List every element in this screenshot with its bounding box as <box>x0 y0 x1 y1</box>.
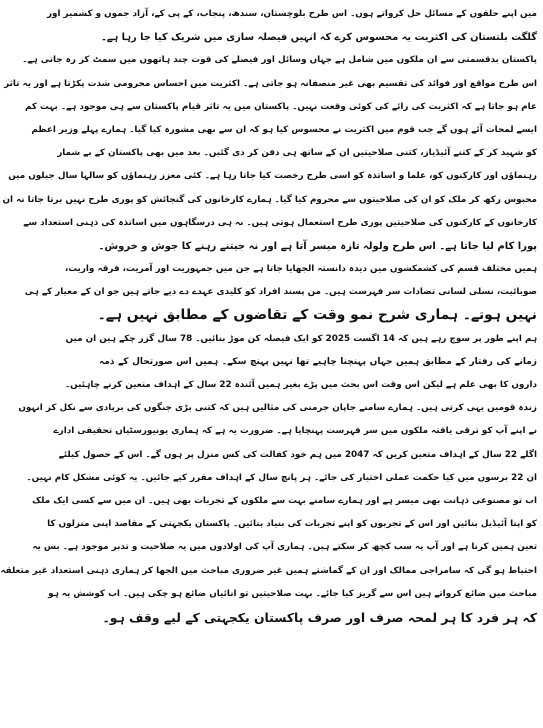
text-line: کو شہید کر کے کتنے آئیڈیاز، کتنی صلاحیتیں ان کے ساتھ ہی دفن کر دی گئیں۔ بعد میں بھی پاکستان کے بے شمار <box>57 148 537 159</box>
text-line: صوبائیت، نسلی لسانی تضادات سر فہرست ہیں۔ من پسند افراد کو کلیدی عہدے دے دیے جاتے ہیں جو ان کے معیار کے ہی <box>24 287 537 298</box>
text-line: ایسے لمحات آئے ہوں گے جب قوم میں اکثریت نے محسوس کیا ہو کہ ان سے بھی مشورہ کیا گیا۔ ہمارے پہلے وزیر اعظم <box>31 124 537 135</box>
text-line: نے اپنے آپ کو ترقی یافتہ ملکوں میں سر فہرست پہنچایا ہے۔ ضرورت یہ ہے کہ ہماری یونیورسٹیاں تحقیقی ادارے <box>53 426 537 437</box>
paragraph-4 <box>0 328 537 629</box>
text-line: کہ ہر فرد کا ہر لمحہ صرف اور صرف پاکستان یکجہتی کے لیے وقف ہو۔ <box>102 609 537 625</box>
text-line: گلگت بلتستان کی اکثریت یہ محسوس کرے کہ انہیں فیصلہ سازی میں شریک کیا جا رہا ہے۔ <box>100 32 537 44</box>
text-line: کارخانوں کے کارکنوں کی صلاحیتیں پوری طرح استعمال ہوتی ہیں۔ نہ ہی درسگاہوں میں اساتذہ کی ذہنی استعداد سے <box>23 217 537 228</box>
text-line: میں اپنے حلقوں کے مسائل حل کرواتے ہوں۔ اس طرح بلوچستان، سندھ، پنجاب، کے پی کے، آزاد جموں و کشمیر اور <box>46 9 537 19</box>
text-line: کو اپنا آئیڈیل بنائیں اور اس کے تجربوں کو اپنے تجربات کی بنیاد بنائیں۔ پاکستان یکجہتی کے مقاصد اپنی منزلوں کا <box>47 519 537 530</box>
text-line: اب تو مصنوعی ذہانت بھی میسر ہے اور ہمارے سامنے بہت سے ملکوں کے تجربات بھی ہیں۔ ان میں سے کسی ایک ملک <box>32 495 537 506</box>
paragraph-3 <box>24 258 537 328</box>
text-line: اس طرح مواقع اور فوائد کی تقسیم بھی غیر منصفانہ ہو جاتی ہے۔ اکثریت میں احساس محرومی شدت پکڑتا ہے اور یہ تاثر <box>4 78 537 89</box>
text-line: پاکستان بدقسمتی سے ان ملکوں میں شامل ہے جہاں وسائل اور فیصلے کی قوت چند ہاتھوں میں سمٹ کر رہ جاتی ہے۔ <box>22 55 537 66</box>
text-line: محبوس رکھ کر ملک کو ان کی صلاحیتوں سے محروم کیا گیا۔ ہمارے کارخانوں کی گنجائش کو پوری طرح نہیں برتا جاتا نہ ان <box>2 194 537 205</box>
text-line: رہنماؤں اور کارکنوں کو، علما و اساتذہ کو اسی طرح رخصت کیا جاتا رہا ہے۔ کئی معزز رہنماؤں کو سالہا سال جیلوں میں <box>8 171 537 182</box>
text-line: ہمیں مختلف قسم کی کشمکشوں میں دیدہ دانستہ الجھایا جاتا ہے جن میں جمہوریت اور آمریت، فرقہ واریت، <box>64 264 537 275</box>
text-line: نہیں ہوتے۔ ہماری شرح نمو وقت کے تقاضوں کے مطابق نہیں ہے۔ <box>97 307 537 324</box>
text-line: پورا کام لیا جاتا ہے۔ اس طرح ولولہ تازہ میسر آتا ہے اور نہ جیتنے رہنے کا جوش و خروش۔ <box>98 240 537 252</box>
text-line: احتیاط ہو گی کہ سامراجی ممالک اور ان کے گماشتے ہمیں غیر ضروری مباحث میں الجھا کر ہماری ذہنی استعداد غیر متعلقہ <box>0 565 537 576</box>
text-line: اگلے 22 سال کے اہداف متعین کریں کہ 2047 میں ہم خود کفالت کی کس منزل پر ہوں گے۔ اس کے حصول کیلئے <box>58 449 537 460</box>
text-line: تعین ہمیں کرنا ہے اور آپ یہ سب کچھ کر سکتے ہیں۔ ہماری آپ کی اولادوں میں یہ صلاحیت و تدبر موجود ہے۔ بس یہ <box>32 542 537 553</box>
paragraph-1 <box>46 3 537 49</box>
text-line: مباحث میں ضائع کرواتے ہیں اس سے گریز کیا جائے۔ بہت صلاحیتیں تو انائیاں ضائع ہو چکی ہیں۔ اب کوشش یہ ہو <box>48 588 537 599</box>
text-line: زندہ قومیں یہی کرتی ہیں۔ ہمارے سامنے جاپان جرمنی کی مثالیں ہیں کہ کتنی بڑی جنگوں کی بربادی سے نکل کر انہوں <box>18 403 537 414</box>
text-line: عام ہو جاتا ہے کہ اکثریت کی رائے کی کوئی وقعت نہیں۔ پاکستان میں یہ تاثر قیام پاکستان سے ہی موجود ہے۔ بہت کم <box>24 101 537 112</box>
text-line: ان 22 برسوں میں کیا حکمت عملی اختیار کی جائے۔ ہر پانچ سال کے اہداف مقرر کیے جائیں۔ یہ کوئی مشکل کام نہیں۔ <box>26 472 537 483</box>
text-line: ہم اپنے طور پر سوچ رہے ہیں کہ 14 اگست 2025 کو ایک فیصلہ کن موڑ بنائیں۔ 78 سال گزر چکے ہیں ان میں <box>65 333 537 344</box>
text-line: زمانے کی رفتار کے مطابق ہمیں جہاں پہنچنا چاہیے تھا نہیں پہنچ سکے۔ ہمیں اس صورتحال کے ذمہ <box>99 356 537 367</box>
paragraph-2 <box>2 49 537 258</box>
text-line: داروں کا بھی علم ہے لیکن اس وقت اس بحث میں پڑے بغیر ہمیں آئندہ 22 سال کے اہداف متعین کرنے چاہئیں۔ <box>65 380 537 390</box>
